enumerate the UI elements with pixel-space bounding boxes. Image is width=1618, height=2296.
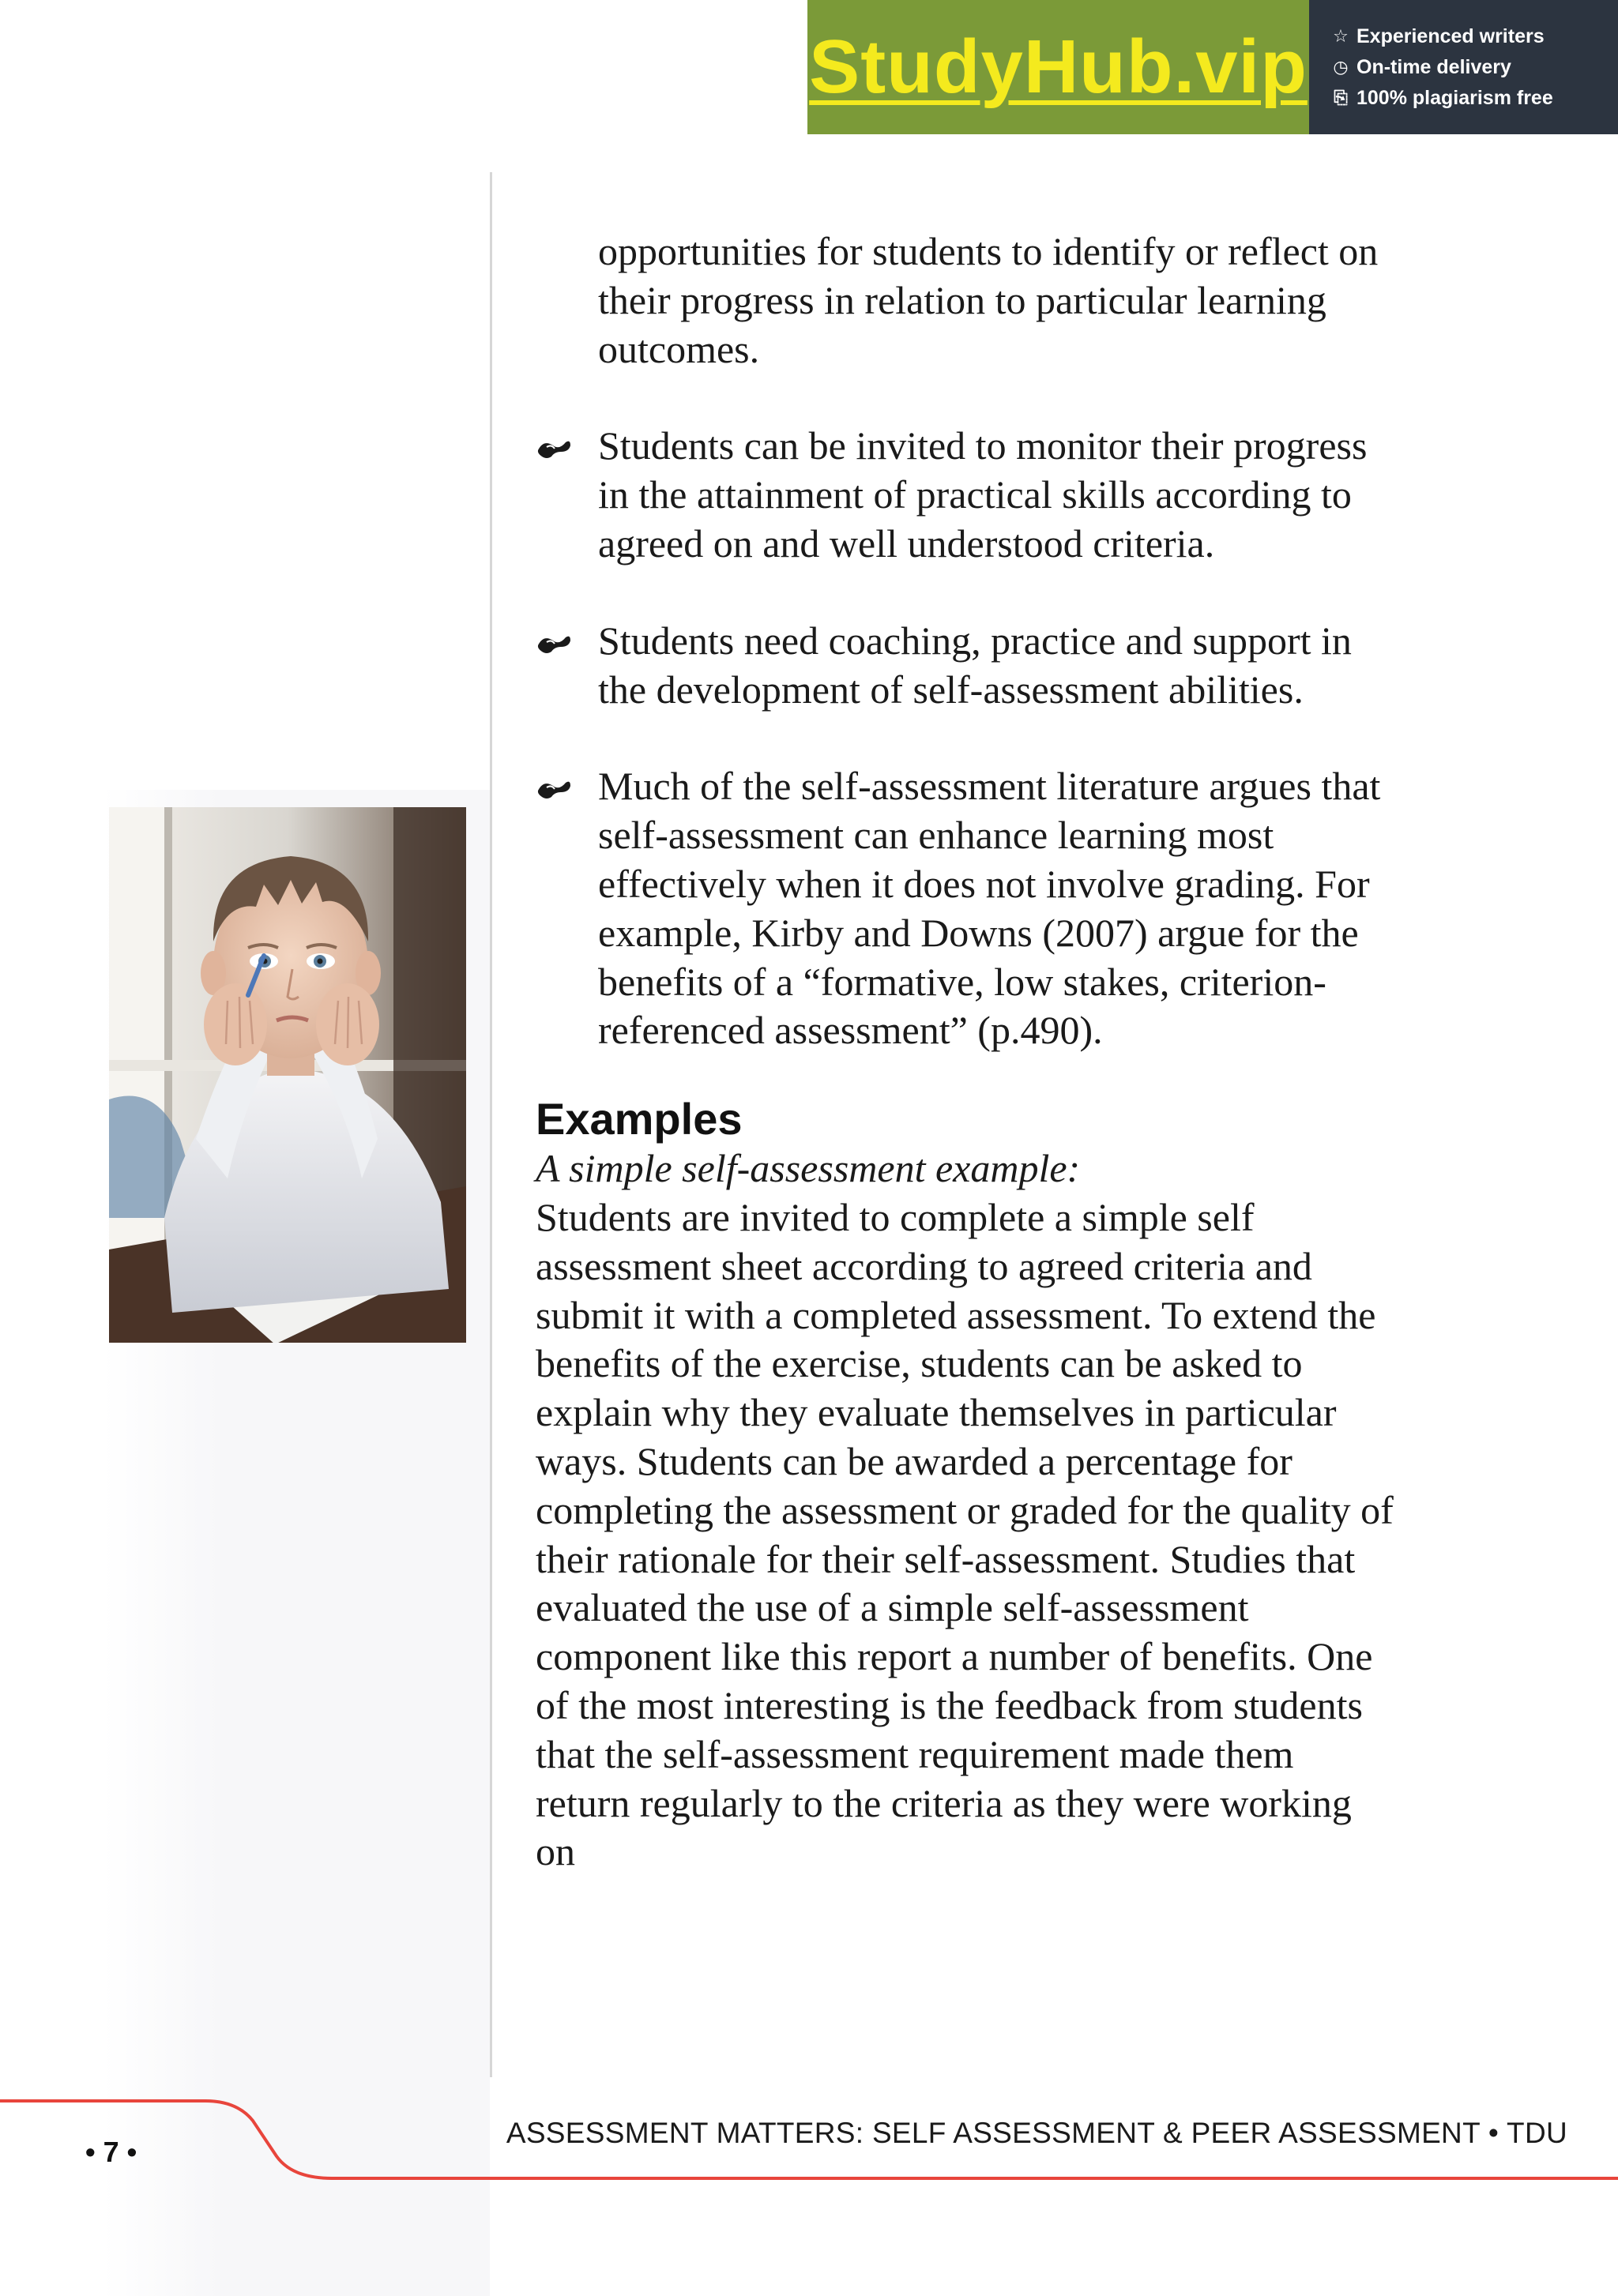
fleuron-bullet-icon bbox=[536, 631, 572, 655]
bullet-item bbox=[536, 762, 1397, 1055]
ad-feature-delivery bbox=[1331, 56, 1618, 79]
student-photo bbox=[109, 807, 466, 1343]
column-divider bbox=[490, 172, 492, 2077]
ad-banner[interactable] bbox=[807, 0, 1618, 134]
bullet-item bbox=[536, 617, 1397, 715]
student-photo-illustration bbox=[109, 807, 466, 1343]
ad-logo[interactable] bbox=[807, 0, 1309, 134]
ad-features bbox=[1309, 0, 1618, 134]
bullet-text: Students need coaching, practice and support in the development of self-assessment abilities. bbox=[598, 618, 1352, 712]
ad-feature-label: Experienced writers bbox=[1356, 24, 1545, 47]
footer-title: ASSESSMENT MATTERS: SELF ASSESSMENT & PEER ASSESSMENT • TDU bbox=[506, 2117, 1567, 2149]
example-paragraph: Students are invited to complete a simple self assessment sheet according to agreed criteria and submit it with a completed assessment. To extend the benefits of the exercise, students can be asked to explain why they evaluate themselves in particular ways. Students can be awarded a percentage for completing the assessment or graded for the quality of their rationale for their self-assessment. Studies that evaluated the use of a simple self-assessment component like this report a number of benefits. One of the most interesting is the feedback from students that the self-assessment requirement made them return regularly to the criteria as they were working on bbox=[536, 1194, 1394, 1874]
ad-feature-label: On-time delivery bbox=[1356, 55, 1511, 78]
section-heading: Examples bbox=[536, 1094, 743, 1144]
fleuron-bullet-icon bbox=[536, 776, 572, 800]
continuation-paragraph: opportunities for students to identify or reflect on their progress in relation to particular learning outcomes. bbox=[598, 229, 1379, 371]
bullet-text: Students can be invited to monitor their progress in the attainment of practical skills according to agreed on and well understood criteria. bbox=[598, 423, 1368, 566]
star-icon: ☆ bbox=[1333, 26, 1349, 46]
example-subheading: A simple self-assessment example: bbox=[536, 1146, 1081, 1191]
bullet-item bbox=[536, 422, 1397, 568]
ad-brand-text: StudyHub.vip bbox=[809, 24, 1308, 109]
bullet-text: Much of the self-assessment literature argues that self-assessment can enhance learning most effectively when it does not involve grading. For example, Kirby and Downs (2007) argue for the benefits of a “formative, low stakes, criterion-referenced assessment” (p.490). bbox=[598, 764, 1381, 1053]
main-text-column bbox=[536, 227, 1397, 1877]
ad-feature-label: 100% plagiarism free bbox=[1356, 86, 1553, 109]
fleuron-bullet-icon bbox=[536, 436, 572, 460]
ad-feature-plagiarism bbox=[1331, 87, 1618, 110]
ad-feature-writers bbox=[1331, 25, 1618, 48]
clock-icon: ◷ bbox=[1333, 57, 1349, 77]
page-number: • 7 • bbox=[85, 2136, 137, 2168]
document-check-icon: ⎘ bbox=[1334, 88, 1348, 107]
